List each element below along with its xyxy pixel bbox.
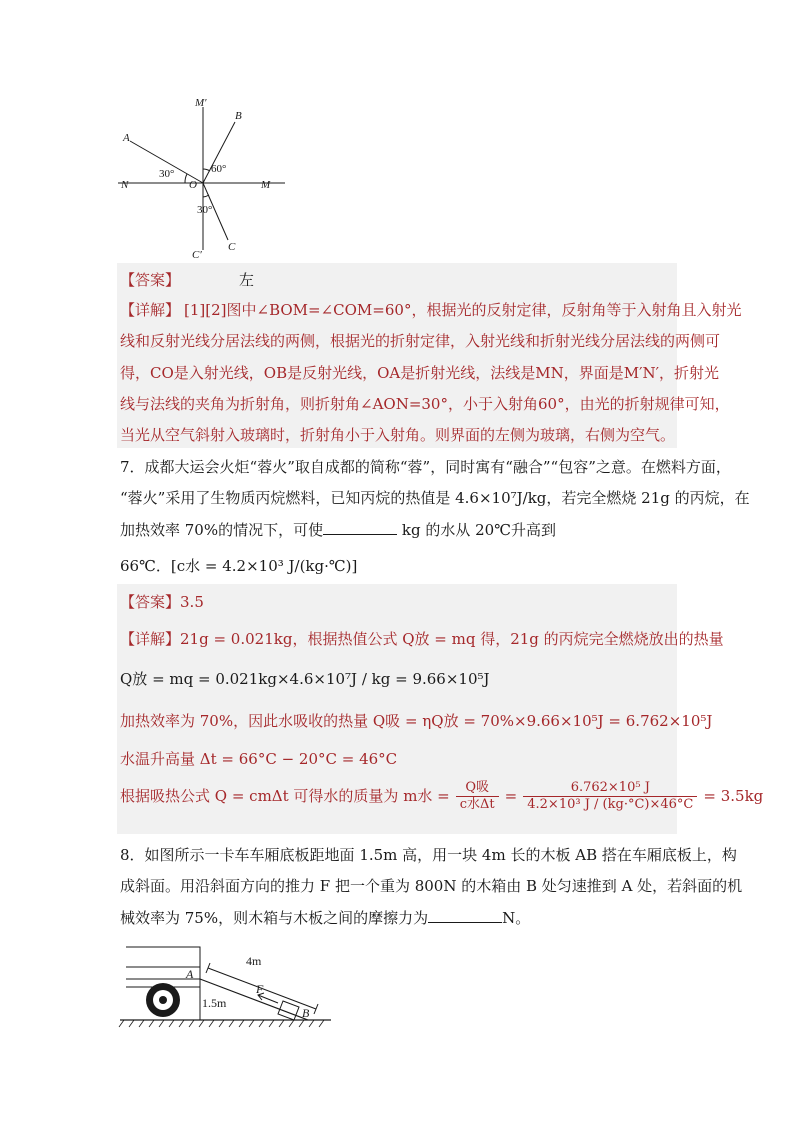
q7-question-line: 66℃．[c水 = 4.2×10³ J/(kg·℃)]	[120, 557, 358, 575]
q6-detail-line: 当光从空气斜射入玻璃时，折射角小于入射角。则界面的左侧为玻璃，右侧为空气。	[120, 426, 676, 444]
q7-detail-line: 水温升高量 Δt = 66°C − 20°C = 46°C	[120, 750, 398, 768]
q7-question-line: “蓉火”采用了生物质丙烷燃料，已知丙烷的热值是 4.6×10⁷J/kg，若完全燃烧 21g 的丙烷，在	[120, 489, 750, 507]
q7-answer-tag: 【答案】3.5	[120, 593, 204, 611]
q6-answer-block	[117, 263, 677, 448]
label-point-b: B	[302, 1006, 310, 1020]
q6-answer-value: 左	[239, 271, 255, 289]
q6-answer-tag: 【答案】	[120, 271, 181, 289]
q7-question-line	[120, 520, 556, 539]
label-c: C	[228, 241, 236, 253]
label-length: 4m	[246, 954, 262, 968]
incline-figure	[118, 935, 333, 1030]
label-b: B	[235, 110, 242, 122]
q7-detail-line: 【详解】21g = 0.021kg，根据热值公式 Q放 = mq 得，21g 的丙烷完全燃烧放出的热量	[120, 630, 724, 648]
q6-detail-line: 线和反射光线分居法线的两侧，根据光的折射定律，入射光线和折射光线分居法线的两侧可	[120, 332, 721, 350]
q7-detail-line: Q放 = mq = 0.021kg×4.6×10⁷J / kg = 9.66×10⁵J	[120, 670, 490, 688]
q7-line3-end: kg 的水从 20℃升高到	[397, 521, 556, 539]
q7-detail-line: 加热效率为 70%，因此水吸收的热量 Q吸 = ηQ放 = 70%×9.66×10⁵J = 6.762×10⁵J	[120, 712, 713, 730]
label-m: M	[261, 179, 271, 191]
label-point-a: A	[186, 967, 194, 981]
q7-line3-start: 加热效率 70%的情况下，可使	[120, 521, 324, 539]
wheel-hub	[159, 996, 167, 1004]
arc-30-left	[185, 174, 187, 183]
label-n: N	[121, 179, 129, 191]
angle-figure	[115, 95, 295, 263]
q7-answer-value: 3.5	[180, 593, 204, 611]
crate	[278, 1001, 299, 1020]
label-angle-30-bottom: 30°	[197, 204, 213, 216]
arc-60-top	[203, 169, 210, 171]
label-height: 1.5m	[202, 996, 227, 1010]
q6-detail-line: 得，CO是入射光线，OB是反射光线，OA是折射光线，法线是MN，界面是M′N′，折射光	[120, 364, 720, 382]
label-m-prime: M′	[195, 97, 207, 109]
ground-hatching	[119, 1020, 324, 1027]
q7-question-line: 7．成都大运会火炬“蓉火”取自成都的简称“蓉”，同时寓有“融合”“包容”之意。在燃料方面，	[120, 458, 731, 476]
label-angle-30-left: 30°	[159, 168, 175, 180]
label-a: A	[123, 132, 130, 144]
q7-mass-formula: 根据吸热公式 Q = cmΔt 可得水的质量为 m水 = $\frac{\text{Q吸}}{\text{c水Δt}}$ = $\frac{\text{6.762×10⁵ J}}{\text{4.2×10³ J / (kg·°C)×46°C}}$ = 3.5kg	[120, 780, 764, 812]
q7-answer-blank[interactable]	[323, 520, 397, 535]
label-c-prime: C′	[192, 249, 202, 261]
q8-question-line: 8．如图所示一卡车车厢底板距地面 1.5m 高，用一块 4m 长的木板 AB 搭在车厢底板上，构	[120, 846, 737, 864]
label-o: O	[189, 179, 197, 191]
q8-question-line: 械效率为 75%，则木箱与木板之间的摩擦力为 N。	[120, 909, 531, 927]
label-force: F	[256, 982, 264, 996]
label-angle-60: 60°	[211, 163, 227, 175]
q6-detail-tag: 【详解】	[120, 301, 181, 319]
q6-detail-line: 线与法线的夹角为折射角，则折射角∠AON=30°，小于入射角60°，由光的折射规律可知，	[120, 395, 730, 413]
q8-answer-blank[interactable]	[428, 908, 502, 923]
arc-30-bottom	[203, 195, 209, 197]
q8-question-line: 成斜面。用沿斜面方向的推力 F 把一个重为 800N 的木箱由 B 处匀速推到 A 处，若斜面的机	[120, 877, 743, 895]
q6-detail-line: [1][2]图中∠BOM=∠COM=60°，根据光的反射定律，反射角等于入射角且入射光	[184, 301, 742, 319]
